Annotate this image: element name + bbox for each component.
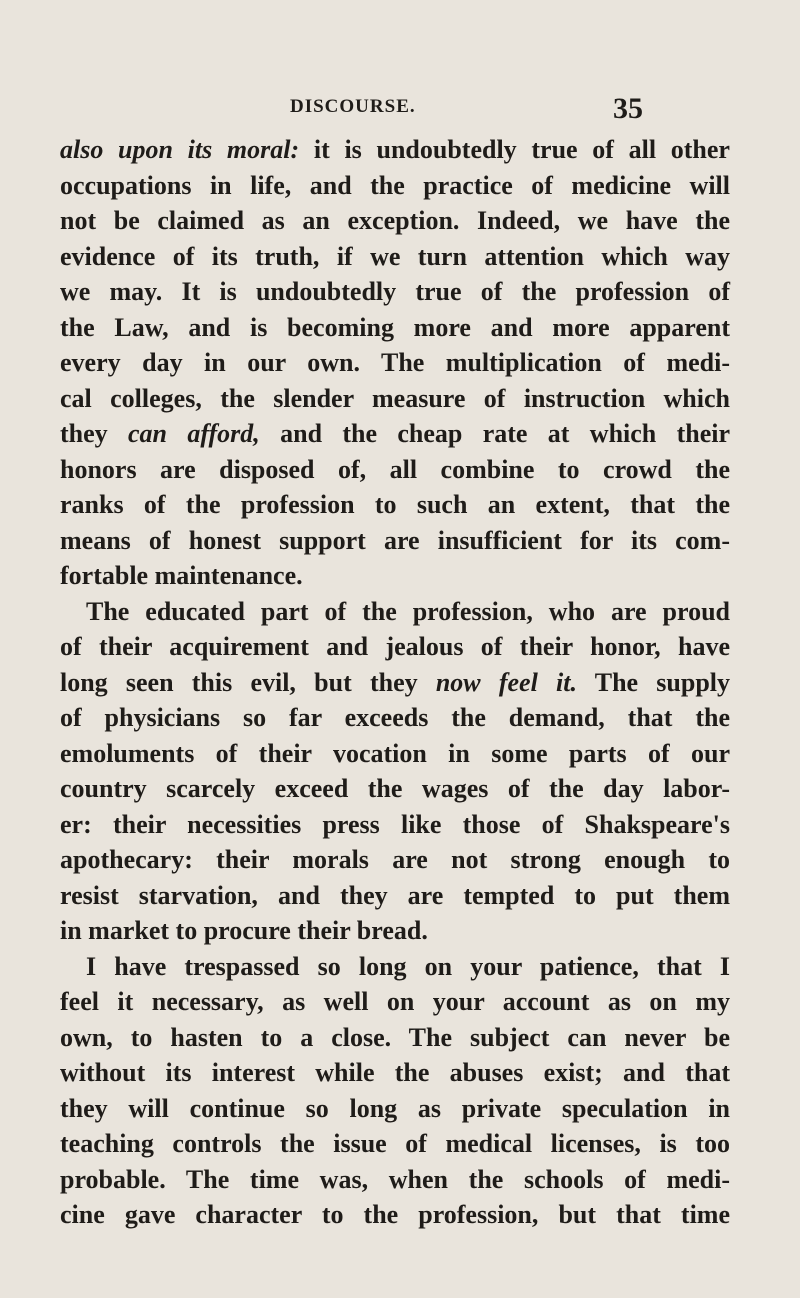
line-text: The supply [576,667,731,697]
text-line: I have trespassed so long on your patience, that I [86,951,730,981]
text-line: own, to hasten to a close. The subject can never be [60,1022,730,1052]
text-line: they will continue so long as private speculation in [60,1093,730,1123]
text-line [60,132,730,168]
text-line [60,416,730,452]
text-line: probable. The time was, when the schools of medi- [60,1164,730,1194]
text-line: the Law, and is becoming more and more apparent [60,312,730,342]
italic-phrase: now feel it. [435,667,577,697]
italic-phrase: also upon its moral: [60,135,300,164]
page-header [0,94,800,126]
text-line: in market to procure their bread. [60,916,428,945]
text-line: evidence of its truth, if we turn attention which way [60,241,730,271]
text-line: cine gave character to the profession, but that time [60,1200,730,1229]
text-line: cal colleges, the slender measure of instruction which [60,383,730,413]
text-line: of their acquirement and jealous of their honor, have [60,632,730,661]
line-text: and the cheap rate at which their [259,419,731,448]
text-line: fortable maintenance. [60,561,303,590]
text-line: honors are disposed of, all combine to crowd the [60,454,730,484]
text-line: emoluments of their vocation in some parts of our [60,738,730,768]
text-line: not be claimed as an exception. Indeed, we have the [60,206,730,235]
line-text: long seen this evil, but they [60,667,436,697]
text-line: resist starvation, and they are tempted to put them [60,880,730,910]
running-head: DISCOURSE. [290,96,416,117]
italic-phrase: can afford, [128,419,260,448]
text-line: country scarcely exceed the wages of the day labor- [60,774,730,803]
text-line: of physicians so far exceeds the demand, that the [60,703,730,732]
text-line: er: their necessities press like those of Shakspeare's [60,809,730,839]
body-text [60,132,730,1233]
text-line: every day in our own. The multiplication of medi- [60,348,730,377]
line-text: it is undoubtedly true of all other [299,135,730,164]
text-line: we may. It is undoubtedly true of the profession of [60,277,730,306]
text-line: without its interest while the abuses exist; and that [60,1058,730,1087]
text-line: feel it necessary, as well on your account as on my [60,987,730,1016]
text-line: means of honest support are insufficient for its com- [60,525,730,555]
text-line [60,665,730,701]
text-line: teaching controls the issue of medical licenses, is too [60,1129,730,1158]
page-number: 35 [613,92,643,125]
line-text: they [60,419,128,448]
text-line: ranks of the profession to such an extent, that the [60,490,730,519]
text-line: occupations in life, and the practice of medicine will [60,170,730,200]
text-line: The educated part of the profession, who are proud [86,596,730,626]
text-line: apothecary: their morals are not strong enough to [60,845,730,874]
